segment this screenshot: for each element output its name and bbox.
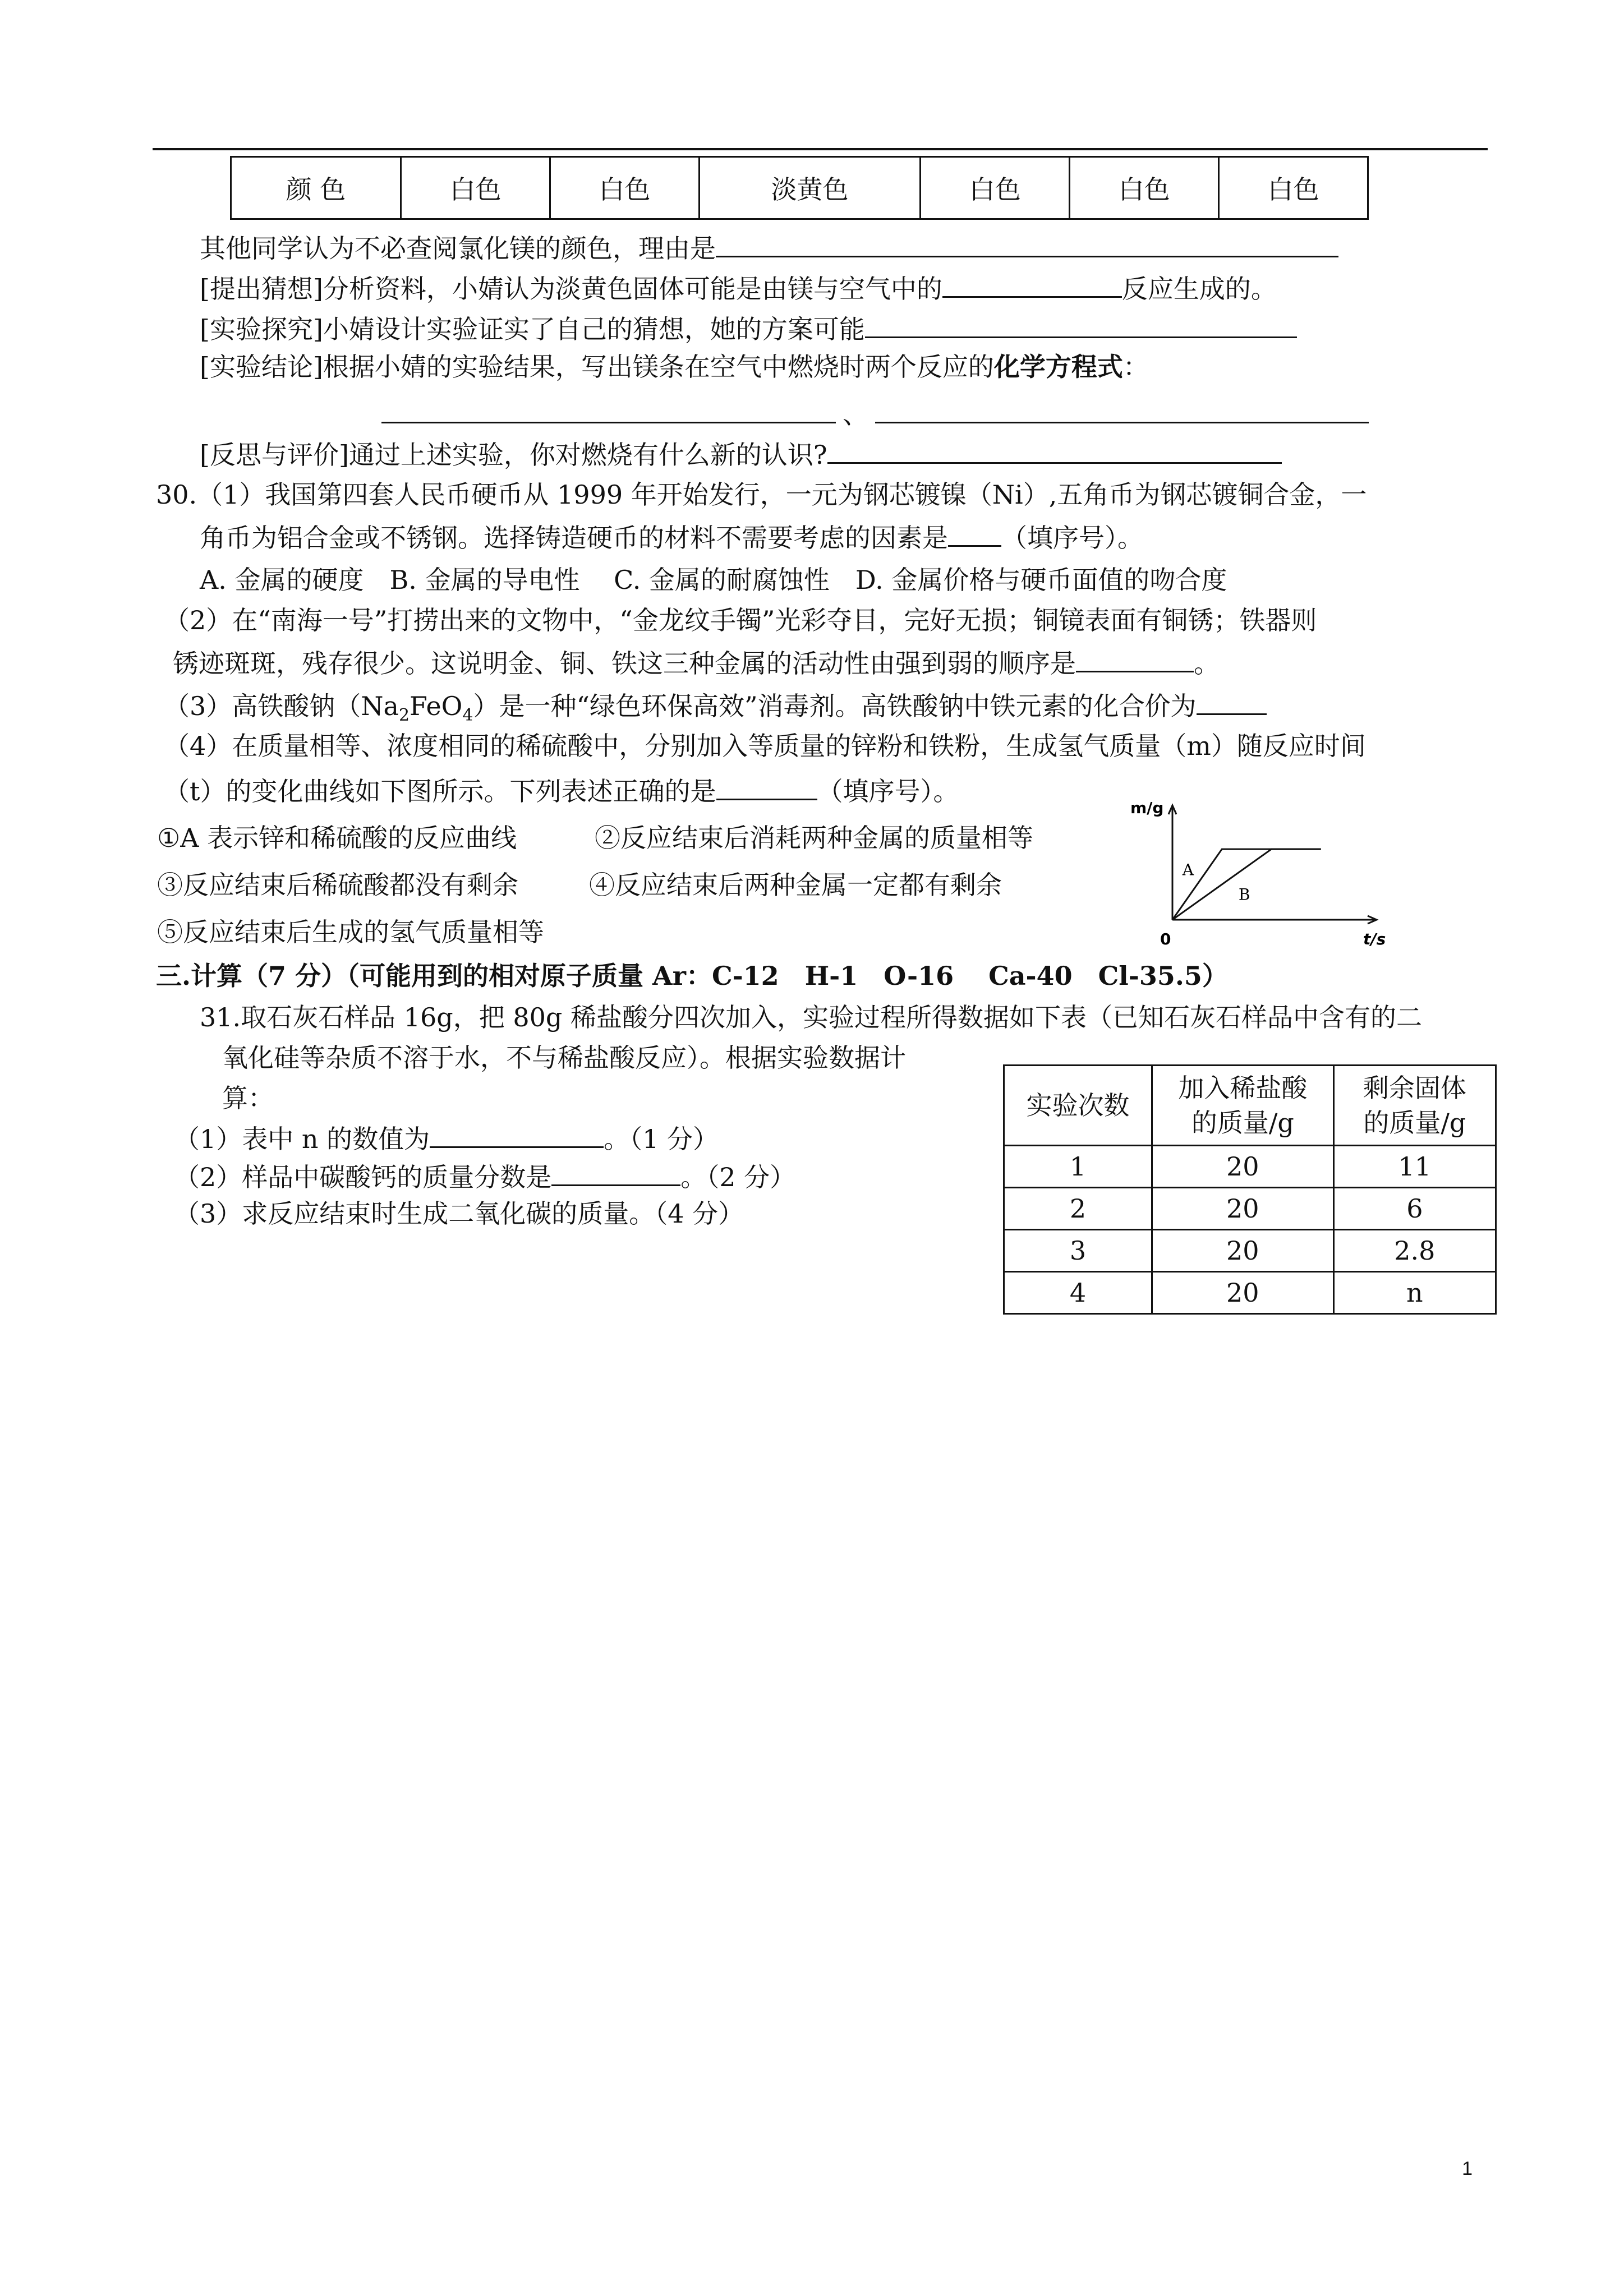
answer-blank[interactable] [948, 518, 1001, 547]
color-cell: 白色 [1219, 157, 1368, 219]
table-row [231, 157, 1368, 219]
solid-mass: 6 [1333, 1188, 1496, 1230]
origin-label: 0 [1160, 930, 1171, 948]
series-label-B: B [1238, 885, 1250, 904]
series-label-A: A [1182, 860, 1194, 879]
table-row [1004, 1188, 1496, 1230]
trial-number: 4 [1004, 1272, 1152, 1314]
q30-p1-line2: 角币为铝合金或不锈钢。选择铸造硬币的材料不需要考虑的因素是 （填序号）。 [200, 518, 1143, 555]
q31-intro-line2: 氧化硅等杂质不溶于水，不与稀盐酸反应）。根据实验数据计 [222, 1043, 906, 1073]
color-cell: 淡黄色 [699, 157, 921, 219]
acid-mass: 20 [1152, 1230, 1333, 1272]
q30-statement-5: ⑤反应结束后生成的氢气质量相等 [157, 917, 544, 947]
color-row-label: 颜 色 [231, 157, 401, 219]
solid-mass: n [1333, 1272, 1496, 1314]
q30-p4-line1: （4）在质量相等、浓度相同的稀硫酸中，分别加入等质量的锌粉和铁粉，生成氢气质量（m）随反应时间 [164, 731, 1366, 761]
color-cell: 白色 [550, 157, 699, 219]
x-axis-label: t/s [1363, 930, 1386, 948]
color-cell: 白色 [401, 157, 550, 219]
q29-conclusion-line: [实验结论]根据小婧的实验结果，写出镁条在空气中燃烧时两个反应的化学方程式： [200, 352, 1149, 382]
acid-mass: 20 [1152, 1146, 1333, 1188]
answer-blank[interactable] [1197, 686, 1267, 715]
q31-sub3: （3）求反应结束时生成二氧化碳的质量。（4 分） [174, 1198, 744, 1229]
answer-blank[interactable] [865, 310, 1297, 338]
q30-statement-1: ①A 表示锌和稀硫酸的反应曲线 [157, 823, 517, 853]
q29-hypothesis-line: [提出猜想]分析资料，小婧认为淡黄色固体可能是由镁与空气中的 反应生成的。 [200, 269, 1277, 306]
q31-sub2: （2）样品中碳酸钙的质量分数是 。（2 分） [174, 1158, 795, 1194]
table-row [1004, 1272, 1496, 1314]
q29-explore-line: [实验探究]小婧设计实验证实了自己的猜想，她的方案可能 [200, 310, 1297, 346]
header-acid: 加入稀盐酸 的质量/g [1152, 1066, 1333, 1146]
q30-statement-2: ②反应结束后消耗两种金属的质量相等 [595, 823, 1033, 853]
trial-number: 2 [1004, 1188, 1152, 1230]
answer-blank[interactable] [381, 395, 836, 423]
solid-mass: 2.8 [1333, 1230, 1496, 1272]
answer-blank[interactable] [551, 1158, 680, 1186]
answer-blank[interactable] [827, 435, 1282, 464]
q30-options: A. 金属的硬度 B. 金属的导电性 C. 金属的耐腐蚀性 D. 金属价格与硬币面值的吻合度 [200, 565, 1227, 595]
answer-blank[interactable] [430, 1119, 604, 1148]
q29-reflect-line: [反思与评价]通过上述实验，你对燃烧有什么新的认识? [200, 435, 1282, 472]
solid-mass: 11 [1333, 1146, 1496, 1188]
y-axis-label: m/g [1130, 799, 1164, 817]
answer-blank[interactable] [942, 269, 1122, 298]
q30-p2-line2: 锈迹斑斑，残存很少。这说明金、铜、铁这三种金属的活动性由强到弱的顺序是 。 [173, 644, 1220, 680]
mass-time-chart [1122, 796, 1414, 948]
section3-heading: 三.计算（7 分）（可能用到的相对原子质量 Ar：C-12 H-1 O-16 Ca-40 Cl-35.5） [156, 961, 1228, 991]
trial-number: 1 [1004, 1146, 1152, 1188]
table-row [1004, 1066, 1496, 1146]
q30-statement-4: ④反应结束后两种金属一定都有剩余 [589, 870, 1002, 900]
header-solid: 剩余固体 的质量/g [1333, 1066, 1496, 1146]
header-trial: 实验次数 [1004, 1066, 1152, 1146]
answer-blank[interactable] [875, 395, 1369, 423]
q30-p2-line1: （2）在“南海一号”打捞出来的文物中，“金龙纹手镯”光彩夺目，完好无损；铜镜表面有铜锈；铁器则 [164, 605, 1317, 635]
header-rule [153, 148, 1488, 150]
q30-p4-line2: （t）的变化曲线如下图所示。下列表述正确的是 （填序号）。 [164, 772, 959, 808]
answer-blank[interactable] [716, 772, 817, 800]
acid-mass: 20 [1152, 1272, 1333, 1314]
color-cell: 白色 [921, 157, 1070, 219]
series-line-B [1172, 849, 1321, 920]
q30-p1-line1: 30.（1）我国第四套人民币硬币从 1999 年开始发行，一元为钢芯镀镍（Ni）,五角币为钢芯镀铜合金，一 [156, 480, 1367, 510]
answer-blank[interactable] [716, 229, 1338, 257]
table-row [1004, 1146, 1496, 1188]
trial-number: 3 [1004, 1230, 1152, 1272]
experiment-table [1003, 1064, 1497, 1315]
color-table [230, 156, 1369, 220]
table-row [1004, 1230, 1496, 1272]
q29-reason-line: 其他同学认为不必查阅氯化镁的颜色，理由是 [200, 229, 1338, 265]
answer-blank[interactable] [1076, 644, 1194, 672]
q31-sub1: （1）表中 n 的数值为 。（1 分） [174, 1119, 719, 1156]
q29-equation-line: 、 [381, 395, 1369, 431]
q31-intro-line1: 31.取石灰石样品 16g，把 80g 稀盐酸分四次加入，实验过程所得数据如下表（已知石灰石样品中含有的二 [200, 1002, 1422, 1032]
page-number: 1 [1462, 2158, 1473, 2179]
q30-p3-line: （3）高铁酸钠$(Na_2FeO_4)$是一种“绿色环保高效”消毒剂。高铁酸钠中铁元素的化合价为 [164, 686, 1267, 723]
series-line-A [1172, 849, 1321, 920]
acid-mass: 20 [1152, 1188, 1333, 1230]
q31-intro-line3: 算： [222, 1083, 274, 1113]
q30-statement-3: ③反应结束后稀硫酸都没有剩余 [157, 870, 518, 900]
color-cell: 白色 [1070, 157, 1219, 219]
